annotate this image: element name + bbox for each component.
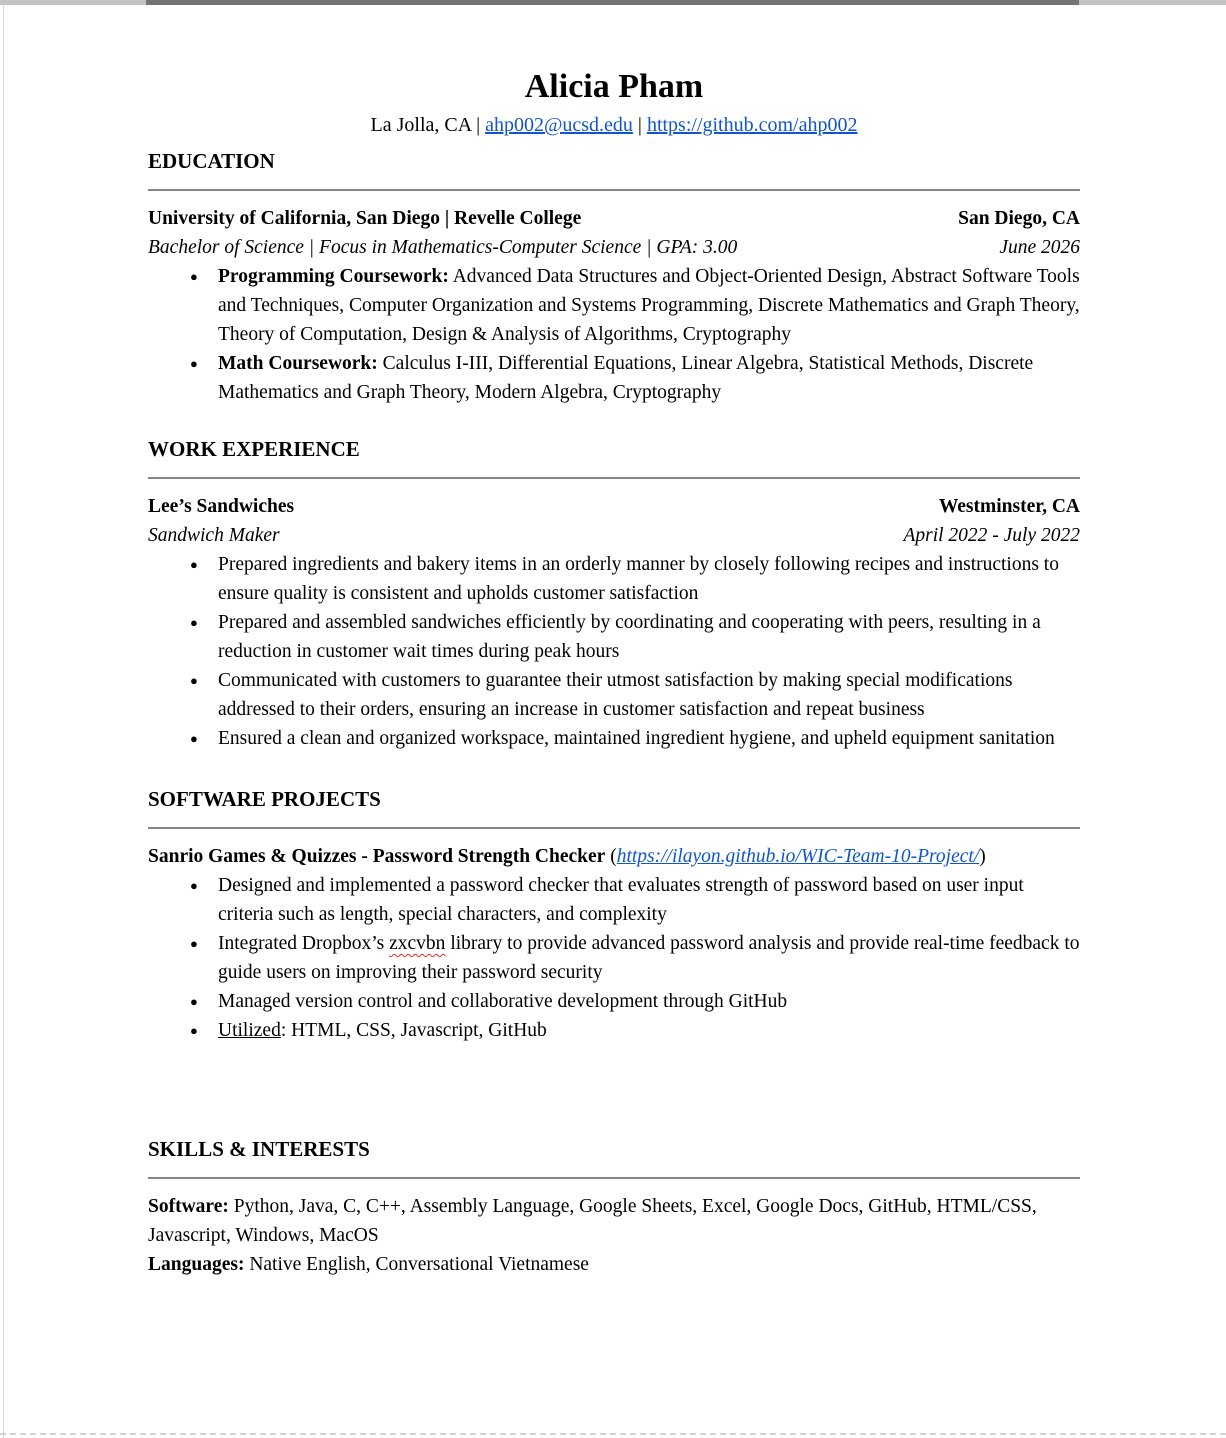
company-name: Lee’s Sandwiches (148, 496, 295, 517)
skills-text: Python, Java, C, C++, Assembly Language, Google Sheets, Excel, Google Docs, GitHub, HTML/CSS, Javascript, Windows, MacOS (148, 1196, 1037, 1246)
bullet-item: ● Prepared and assembled sandwiches efficiently by coordinating and cooperating with peers, resulting in a reduction in customer wait times during peak hours (148, 608, 1080, 666)
job-title: Sandwich Maker (148, 525, 280, 546)
underlined-word: Utilized (218, 1020, 281, 1041)
github-link[interactable]: https://github.com/ahp002 (646, 114, 858, 136)
bullet-item: ● Ensured a clean and organized workspace, maintained ingredient hygiene, and upheld equipment sanitation (148, 724, 1080, 753)
project-name: Sanrio Games & Quizzes - Password Strength Checker (148, 846, 606, 867)
company-location: Westminster, CA (938, 496, 1080, 517)
skills-block (148, 1192, 1080, 1279)
email-link[interactable]: ahp002@ucsd.edu (485, 114, 633, 136)
bullet-item (148, 262, 1080, 349)
section-work-experience (148, 437, 1080, 753)
separator: | (476, 114, 481, 136)
software-skills-line (148, 1192, 1080, 1250)
bullet-item: ● Designed and implemented a password checker that evaluates strength of password based on user input criteria such as length, special characters, and complexity (148, 871, 1080, 929)
school-location: San Diego, CA (958, 208, 1080, 229)
graduation-date: June 2026 (999, 237, 1080, 258)
languages-line (148, 1250, 1080, 1279)
paren-open: ( (605, 846, 617, 867)
bullet-text: : HTML, CSS, Javascript, GitHub (280, 1020, 547, 1041)
separator: | (637, 114, 642, 136)
school-name: University of California, San Diego | Revelle College (148, 208, 582, 229)
section-heading-education: EDUCATION (148, 149, 275, 173)
section-software-projects (148, 787, 1080, 1045)
bullet-item: ● Managed version control and collaborative development through GitHub (148, 987, 1080, 1016)
section-heading-projects: SOFTWARE PROJECTS (148, 787, 381, 811)
job-dates: April 2022 - July 2022 (903, 525, 1080, 546)
education-bullet-list (148, 262, 1080, 407)
contact-line (148, 111, 1080, 139)
degree-info: Bachelor of Science | Focus in Mathematics-Computer Science | GPA: 3.00 (148, 237, 738, 258)
section-divider (148, 827, 1080, 829)
section-heading-work: WORK EXPERIENCE (148, 437, 360, 461)
bullet-label: Programming Coursework: (218, 266, 449, 287)
section-skills-interests (148, 1137, 1080, 1279)
section-divider (148, 189, 1080, 191)
resume-page (148, 5, 1080, 1279)
skills-text: Native English, Conversational Vietnamese (244, 1254, 589, 1275)
bullet-item (148, 1016, 1080, 1045)
bullet-item: ● Prepared ingredients and bakery items in an orderly manner by closely following recipes and instructions to ensure quality is consistent and upholds customer satisfaction (148, 550, 1080, 608)
work-bullet-list (148, 550, 1080, 753)
bullet-item (148, 349, 1080, 407)
bullet-item: ● Communicated with customers to guarantee their utmost satisfaction by making special modifications addressed to their orders, ensuring an increase in customer satisfaction and repeat business (148, 666, 1080, 724)
bullet-text: Integrated Dropbox’s (218, 933, 390, 954)
bullet-text: library to provide advanced password analysis and provide real-time feedback to guide users on improving their password security (218, 933, 1080, 983)
project-bullet-list (148, 871, 1080, 1045)
location-text: La Jolla, CA (370, 114, 472, 136)
section-heading-skills: SKILLS & INTERESTS (148, 1137, 370, 1161)
skills-label: Languages: (148, 1254, 245, 1275)
resume-name: Alicia Pham (524, 68, 704, 105)
page-left-border (3, 5, 4, 1438)
section-divider (148, 1177, 1080, 1179)
misspelled-word: zxcvbn (389, 933, 446, 954)
bullet-item (148, 929, 1080, 987)
project-link[interactable]: https://ilayon.github.io/WIC-Team-10-Project/ (616, 846, 980, 867)
paren-close: ) (979, 846, 986, 867)
page-break-dashed-line (0, 1433, 1226, 1435)
project-title-line (148, 842, 1080, 871)
bullet-label: Math Coursework: (218, 353, 378, 374)
bullet-text: Advanced Data Structures and Object-Oriented Design, Abstract Software Tools and Techniques, Computer Organization and Systems Programming, Discrete Mathematics and Graph Theory, Theory of Computation, Design & Analysis of Algorithms, Cryptography (218, 266, 1080, 345)
bullet-text: Calculus I-III, Differential Equations, Linear Algebra, Statistical Methods, Discrete Mathematics and Graph Theory, Modern Algebra, Cryptography (218, 353, 1034, 403)
section-divider (148, 477, 1080, 479)
section-education (148, 149, 1080, 407)
skills-label: Software: (148, 1196, 229, 1217)
